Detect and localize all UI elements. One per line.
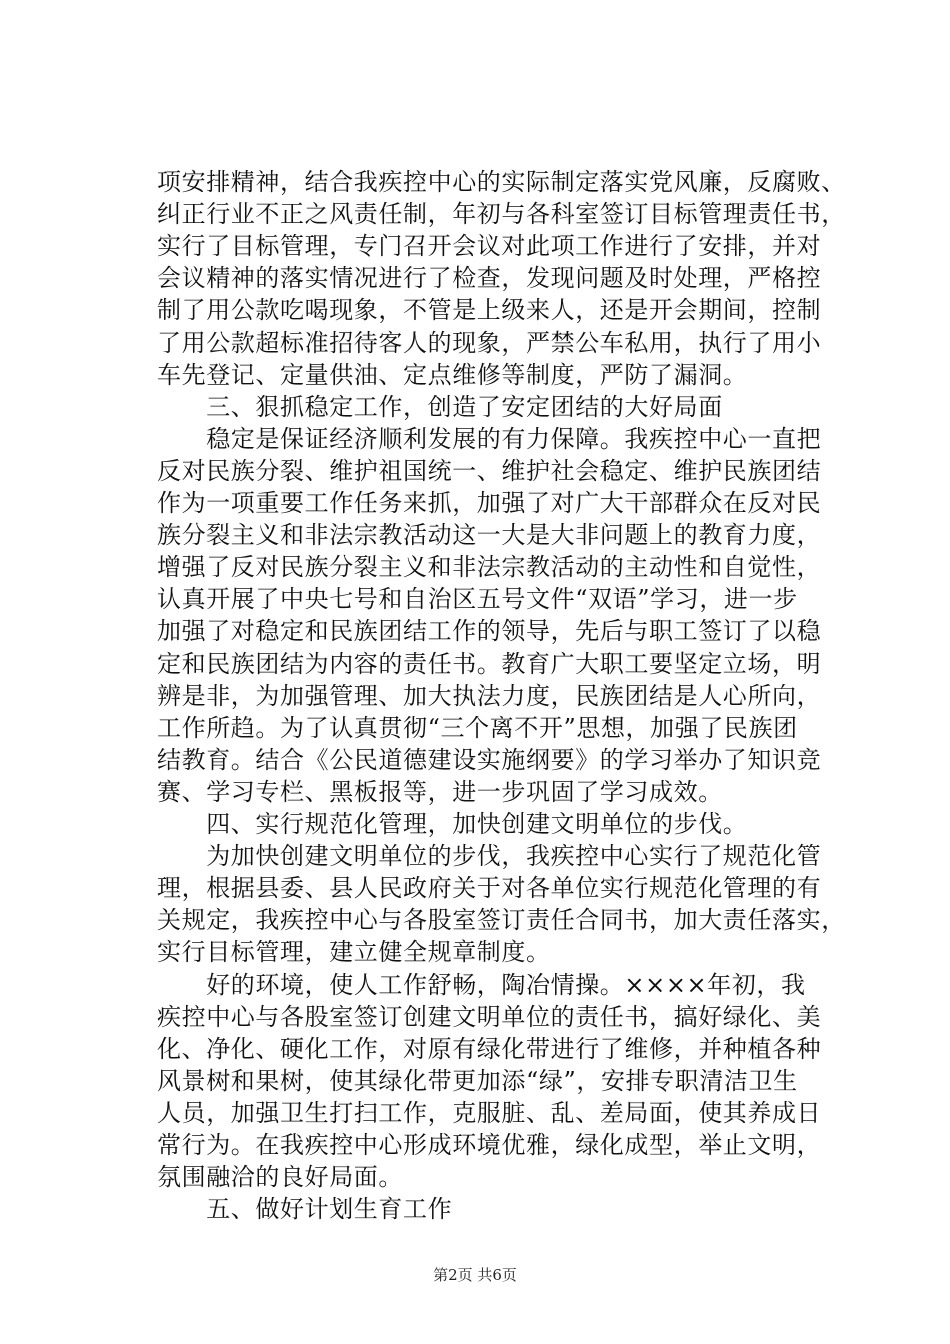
text-line: 赛、学习专栏、黑板报等，进一步巩固了学习成效。 — [157, 777, 723, 806]
text-line: 实行了目标管理，专门召开会议对此项工作进行了安排，并对 — [157, 232, 822, 261]
text-line: 常行为。在我疾控中心形成环境优雅，绿化成型，举止文明， — [157, 1131, 822, 1159]
text-line: 为加快创建文明单位的步伐，我疾控中心实行了规范化管 — [157, 842, 822, 871]
text-line: 稳定是保证经济顺利发展的有力保障。我疾控中心一直把 — [157, 424, 822, 453]
text-line: 反对民族分裂、维护祖国统一、维护社会稳定、维护民族团结 — [157, 456, 822, 485]
text-line: 结教育。结合《公民道德建设实施纲要》的学习举办了知识竞 — [157, 745, 822, 774]
page-footer: 第2页 共6页 — [433, 1266, 517, 1284]
text-line: 加强了对稳定和民族团结工作的领导，先后与职工签订了以稳 — [157, 617, 822, 646]
text-line: 四、实行规范化管理，加快创建文明单位的步伐。 — [157, 810, 748, 838]
text-line: 车先登记、定量供油、定点维修等制度，严防了漏洞。 — [157, 360, 748, 389]
text-line: 纠正行业不正之风责任制，年初与各科室签订目标管理责任书， — [157, 200, 846, 229]
text-line: 五、做好计划生育工作 — [157, 1195, 453, 1224]
text-line: 实行目标管理，建立健全规章制度。 — [157, 938, 551, 967]
text-line: 人员，加强卫生打扫工作，克服脏、乱、差局面，使其养成日 — [157, 1098, 822, 1127]
text-line: 化、净化、硬化工作，对原有绿化带进行了维修，并种植各种 — [157, 1034, 822, 1063]
text-line: 辨是非，为加强管理、加大执法力度，民族团结是人心所向， — [157, 681, 822, 710]
text-line: 风景树和果树，使其绿化带更加添“绿”，安排专职清洁卫生 — [157, 1066, 798, 1095]
text-line: 理，根据县委、县人民政府关于对各单位实行规范化管理的有 — [157, 874, 822, 903]
text-line: 增强了反对民族分裂主义和非法宗教活动的主动性和自觉性， — [157, 553, 822, 582]
text-line: 认真开展了中央七号和自治区五号文件“双语”学习，进一步 — [157, 585, 798, 614]
text-line: 会议精神的落实情况进行了检查，发现问题及时处理，严格控 — [157, 264, 822, 293]
text-line: 氛围融洽的良好局面。 — [157, 1163, 403, 1192]
text-line: 好的环境，使人工作舒畅，陶冶情操。××××年初，我 — [157, 970, 806, 999]
text-line: 定和民族团结为内容的责任书。教育广大职工要坚定立场，明 — [157, 649, 822, 678]
text-line: 族分裂主义和非法宗教活动这一大是大非问题上的教育力度， — [157, 521, 822, 550]
text-line: 项安排精神，结合我疾控中心的实际制定落实党风廉，反腐败、 — [157, 168, 846, 196]
text-line: 制了用公款吃喝现象，不管是上级来人，还是开会期间，控制 — [157, 296, 822, 325]
text-line: 疾控中心与各股室签订创建文明单位的责任书，搞好绿化、美 — [157, 1002, 822, 1031]
text-line: 关规定，我疾控中心与各股室签订责任合同书，加大责任落实， — [157, 906, 846, 935]
text-line: 作为一项重要工作任务来抓，加强了对广大干部群众在反对民 — [157, 489, 822, 517]
text-line: 三、狠抓稳定工作，创造了安定团结的大好局面 — [157, 392, 723, 421]
text-line: 工作所趋。为了认真贯彻“三个离不开”思想，加强了民族团 — [157, 713, 798, 742]
text-line: 了用公款超标准招待客人的现象，严禁公车私用，执行了用小 — [157, 328, 822, 357]
